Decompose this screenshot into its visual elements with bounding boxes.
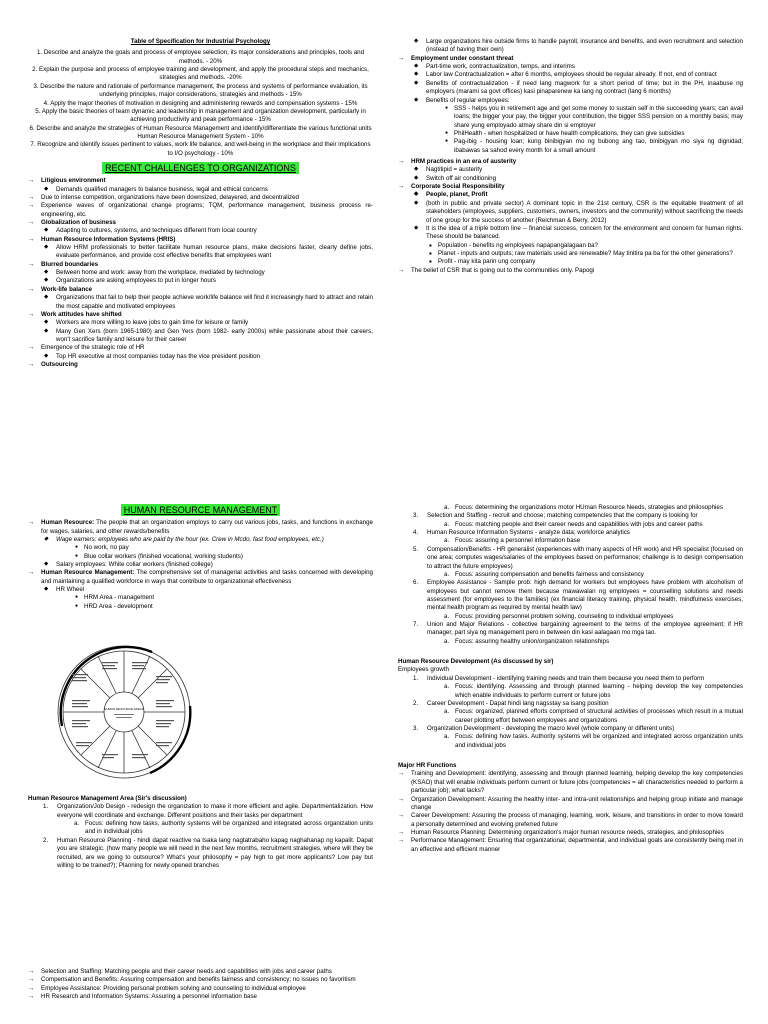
list-item: ● Blue collar workers (finished vocational, working students) (74, 553, 373, 561)
list-item: a. Focus: assuring compensation and benefits fairness and consistency (444, 570, 644, 578)
list-item: ◆ Organizations that fail to help their people achieve work/life balance will find it increasingly hard to attract and retain the most capable and motivated employees (43, 294, 373, 311)
list-item: ◆ Workers are more willing to leave jobs to gain time for leisure or family (43, 319, 373, 327)
top-right-column (398, 38, 743, 275)
list-item: → Experience waves of organizational change programs; TQM, performance management, business process re-engineering, etc. (28, 202, 373, 219)
list-item: ◆ Top HR executive at most companies today has the vice president position (43, 353, 373, 361)
list-item (28, 519, 373, 536)
major-functions-heading: Major HR Functions (398, 762, 457, 770)
hr-definition: The people that an organization employs to carry out various jobs, tasks, and functions in exchange for wages, salaries, and other rewards/benefits (41, 519, 373, 535)
list-item: ◆ People, planet, Profit (413, 191, 743, 199)
list-item: 7. Union and Major Relations - collective bargaining agreement to the terms of the employee agreement; if HR manager, part siya ng management pero in between din kasi aalagaan mo mga tao. (413, 621, 743, 637)
list-item: → Emergence of the strategic role of HR (28, 344, 373, 352)
list-item: ◆ (both in public and private sector) A dominant topic in the 21st century, CSR is the equitable treatment of all stakeholders (employees, suppliers, customers, owners, investors and the community) without sacrificing the needs of one group for the success of another (Reichman & Berry, 2012) (413, 200, 743, 225)
list-item: 3. Selection and Staffing - recruit and choose; matching competencies that the company is looking for (413, 512, 698, 520)
list-item: ◆ Benefits of regular employees: (413, 97, 743, 105)
list-item: → Selection and Staffing: Matching people and their career needs and capabilities with jobs and career paths (28, 968, 373, 976)
top-left-column (28, 38, 373, 369)
hr-wheel-diagram (32, 636, 216, 786)
list-item (28, 569, 373, 586)
list-item: → The belief of CSR that is going out to the communities only. Papogi (398, 267, 743, 275)
list-item: → Litigious environment (28, 177, 373, 185)
list-item: ◆ Labor law Contractualization = after 6 months, employees should be regular already. If not, end of contract (413, 71, 743, 79)
hrm-definition: The comprehensive set of managerial activities and tasks concerned with developing and maintaining a qualified workforce in ways that contribute to organizational effectiveness (41, 569, 373, 585)
list-item: ▪ Population - benefits ng employees napapangalagaan ba? (428, 242, 743, 250)
spec-item: 3. Describe the nature and rationale of performance management, the process and systems of performance evaluation, its underlying principles, major considerations, strategies and methods - 15% (33, 82, 368, 99)
list-item: ◆ Wage earners: employees who are paid by the hour (ex. Crew in Mcdo, fast food employees, etc.) (43, 536, 373, 544)
list-item: ▪ Planet - inputs and outputs; raw materials used are renewable? May tinitira pa ba for the other generations? (428, 250, 743, 258)
list-item: ◆ Salary employees: White collar workers (finished college) (43, 561, 373, 569)
spec-item: 6. Describe and analyze the strategies of Human Resource Management and identify/differentiate the various functional units Human Resource Management System - 10% (29, 124, 372, 140)
list-item: → Human Resource Planning: Determining organization's major human resource needs, strategies, and philosophies (398, 829, 743, 837)
list-item: → Employment under constant threat (398, 55, 743, 63)
hrm-label: Human Resource Management: (41, 569, 135, 577)
spec-list (28, 49, 373, 158)
list-item: 5. Compensation/Benefits - HR generalist (experiences with many aspects of HR work) and HR specialist (focused on one area; computes wages/salaries of the employees based on performance; challenge is to design compensation to attract the future employees) (413, 545, 743, 570)
list-item: ● HRM Area - management (74, 594, 373, 602)
spec-item: 4. Apply the major theories of motivation in designing and administering rewards and compensation systems - 15% (43, 99, 358, 107)
list-item: → Career Development: Assuring the process of managing, learning, work, leisure, and transitions in order to move toward a personally determined and evolving preferred future (398, 812, 743, 829)
list-item: → Due to intense competition, organizations have been downsized, delayered, and decentralized (28, 194, 373, 202)
list-item: ◆ Benefits of contractualization - if need lang magwork for a short period of time; but in the PH, inaabuse ng employers (marami sa govt offices) kasi pinaparenew ka lang ng contract (lang 6 months) (413, 80, 743, 97)
hrd-subheading: Employees growth (398, 666, 449, 674)
list-item: a. Focus: matching people and their career needs and capabilities with jobs and career paths (444, 520, 703, 528)
list-item: a. Focus: defining how tasks. Authority systems will be organized and integrated across organization units and individual jobs (444, 733, 743, 749)
list-item: ● HRD Area - development (74, 603, 373, 611)
list-item: ● Pag-ibig - housing loan; kung binibigyan mo ng bubong ang tao, binibigyan mo siya ng dignidad; ibabawas sa sahod every month for a small amount (444, 138, 743, 155)
list-item: → Globalization of business (28, 219, 373, 227)
list-item: → Work-life balance (28, 286, 373, 294)
spec-title: Table of Specification for Industrial Psychology (130, 38, 271, 45)
hrd-heading: Human Resource Development (As discussed by sir) (398, 658, 554, 666)
hr-wheel-svg (32, 636, 216, 786)
list-item: ● PhilHealth - when hospitalized or have health complications, they can give subsidies (444, 130, 743, 138)
list-item: a. Focus: assuring healthy union/organization relationships (444, 637, 610, 645)
list-item: → Work attitudes have shifted (28, 311, 373, 319)
list-item: 2. Career Development - Dapat hindi lang nagsstay sa isang position (413, 699, 609, 707)
list-item: 1. Individual Development - identifying training needs and train them because you need them to perform (413, 674, 705, 682)
list-item: ● No work, no pay (74, 544, 373, 552)
spec-item: 2. Explain the purpose and process of employee training and development, and apply the procedural steps and mechanics, strategies and methods. -20% (32, 66, 369, 82)
list-item: → Blurred boundaries (28, 261, 373, 269)
list-item: → Employee Assistance: Providing personal problem solving and counseling to individual employee (28, 985, 373, 993)
list-item: ◆ Demands qualified managers to balance business, legal and ethical concerns (43, 186, 373, 194)
list-item: ● SSS - helps you in retirement age and get some money to sustain self in the succeeding years; can avail loans; the bigger your pay, the bigger your contribution, the bigger SSS pension on a monthly basis; may share yung employado atmay share din si employer (444, 105, 743, 130)
area-heading: Human Resource Management Area (Sir's discussion) (28, 795, 187, 802)
list-item: → Performance Management: Ensuring that organizational, departmental, and individual goals are consistently being met in an effective and efficient manner (398, 837, 743, 854)
mid-right-column (398, 504, 743, 854)
list-item: a. Focus: providing personnel problem solving, counseling to individual employees (444, 612, 674, 620)
list-item: 2. Human Resource Planning - hindi dapat reactive na tsaka lang nagtatrabaho kapag naghahanap ng kapalit. Dapat you are strategic. (how many people we will need in the next few months, recruitment strategies, where will they be recruited, are we going to outsource? What's your philosophy = pay high to get more applicants? Low pay but willing to be trained?); Planning for newly opened branches (43, 836, 373, 869)
hrm-heading: HUMAN RESOURCE MANAGEMENT (121, 504, 281, 516)
list-item: ◆ Adapting to cultures, systems, and techniques different from local country (43, 227, 373, 235)
hrm-area-section (28, 795, 373, 870)
list-item: ◆ It is the idea of a triple bottom line -- financial success, concern for the environment and concern for human rights. These should be balanced. (413, 225, 743, 242)
challenges-heading: RECENT CHALLENGES TO ORGANIZATIONS (102, 162, 299, 174)
list-item: ▪ Profit - may kita parin ung company (428, 258, 743, 266)
list-item: ◆ Between home and work: away from the workplace, mediated by technology (43, 269, 373, 277)
list-item: ◆ Part-time work, contractualization, temps, and interims (413, 63, 743, 71)
spec-item: 5. Apply the basic theories of team dynamic and leadership in management and organization development, particularly in achieving productivity and peak performance - 15% (35, 107, 366, 124)
mid-left-column (28, 504, 373, 611)
list-item: → Human Resource Information Systems (HRIS) (28, 236, 373, 244)
list-item: → HR Research and Information Systems: Assuring a personnel information base (28, 993, 373, 1001)
list-item: → Outsourcing (28, 361, 373, 369)
challenges-list (28, 177, 373, 369)
bottom-left-column (28, 968, 373, 1001)
list-item: ◆ Nagtitipid = austerity (413, 166, 743, 174)
list-item: ◆ Allow HRM professionals to better facilitate human resource plans, make decisions faster, clearly define jobs, evaluate performance, and provide cost effective benefits that employees want (43, 244, 373, 261)
list-item: 1. Organization/Job Design - redesign the organization to make it more efficient and agile. Departmentalization. How everyone will coordinate and exchange. Different positions and their tasks per department (43, 803, 373, 819)
list-item: a. Focus: organized, planned efforts comprised of structural activities of processes which result in a mutual career plotting effort between employees and organizations (444, 708, 743, 724)
list-item: → Compensation and Benefits: Assuring compensation and benefits fairness and consistency; no issues no favoritism (28, 976, 373, 984)
list-item: ◆ Switch off air conditioning (413, 175, 743, 183)
list-item: ◆ Many Gen Xers (born 1965-1980) and Gen Yers (born 1982- early 2000s) while passionate about their careers, won't sacrifice family and leisure for their career (43, 328, 373, 345)
spec-item: 7. Recognize and identify issues pertinent to values, work life balance, and well-being in the workplace and their implications to I/O psychology - 10% (30, 141, 371, 157)
wheel-center-label: HUMAN RESOURCE AREAS (104, 707, 144, 711)
list-item: 4. Human Resource Information Systems - analyze data; workforce analytics (413, 529, 630, 537)
list-item: a. Focus: assuring a personnel information base (444, 537, 581, 545)
list-item: a. Focus: defining how tasks, authority systems will be organized and integrated across organization units and in individual jobs (74, 820, 373, 836)
list-item: a. Focus: identifying. Assessing and through planned learning - helping develop the key competencies which enable individuals to perform current or future jobs (444, 683, 743, 699)
hr-label: Human Resource: (41, 519, 95, 527)
list-item: 6. Employee Assistance - Sample prob: high demand for workers but employees have problem with alcoholism of employees but cannot remove them because mawawalan ng employees = counselling solutions and needs assessment (for employees to the families) (ex financial literacy training, physical health, mindfulness exercises, mental health program as required by mental health law) (413, 579, 743, 612)
spec-item: 1. Describe and analyze the goals and process of employee selection, its major considerations and principles, tools and methods. - 20% (36, 49, 365, 65)
list-item: a. Focus: determining the organizations motor HUman Resource Needs, strategies and philosophies (444, 504, 723, 511)
list-item: → Training and Development: identifying, assessing and through planned learning, helping develop the key competencies (KSAO) that will enable individuals perform current or future jobs (competencies = all characteristics needed to perform a particular job); what lacks? (398, 770, 743, 795)
list-item: → HRM practices in an era of austerity (398, 158, 743, 166)
list-item: → Organization Development: Assuring the healthy inter- and intra-unit relationships and helping group initiate and manage change (398, 796, 743, 813)
list-item: 3. Organization Development - developing the macro level (whole company or different units) (413, 724, 675, 732)
list-item: ◆ Organizations are asking employees to put in longer hours (43, 277, 373, 285)
list-item: ◆ HR Wheel (43, 586, 373, 594)
list-item: → Corporate Social Responsibility (398, 183, 743, 191)
list-item: ◆ Large organizations hire outside firms to handle payroll, insurance and benefits, and even recruitment and selection (instead of having their own) (413, 38, 743, 55)
